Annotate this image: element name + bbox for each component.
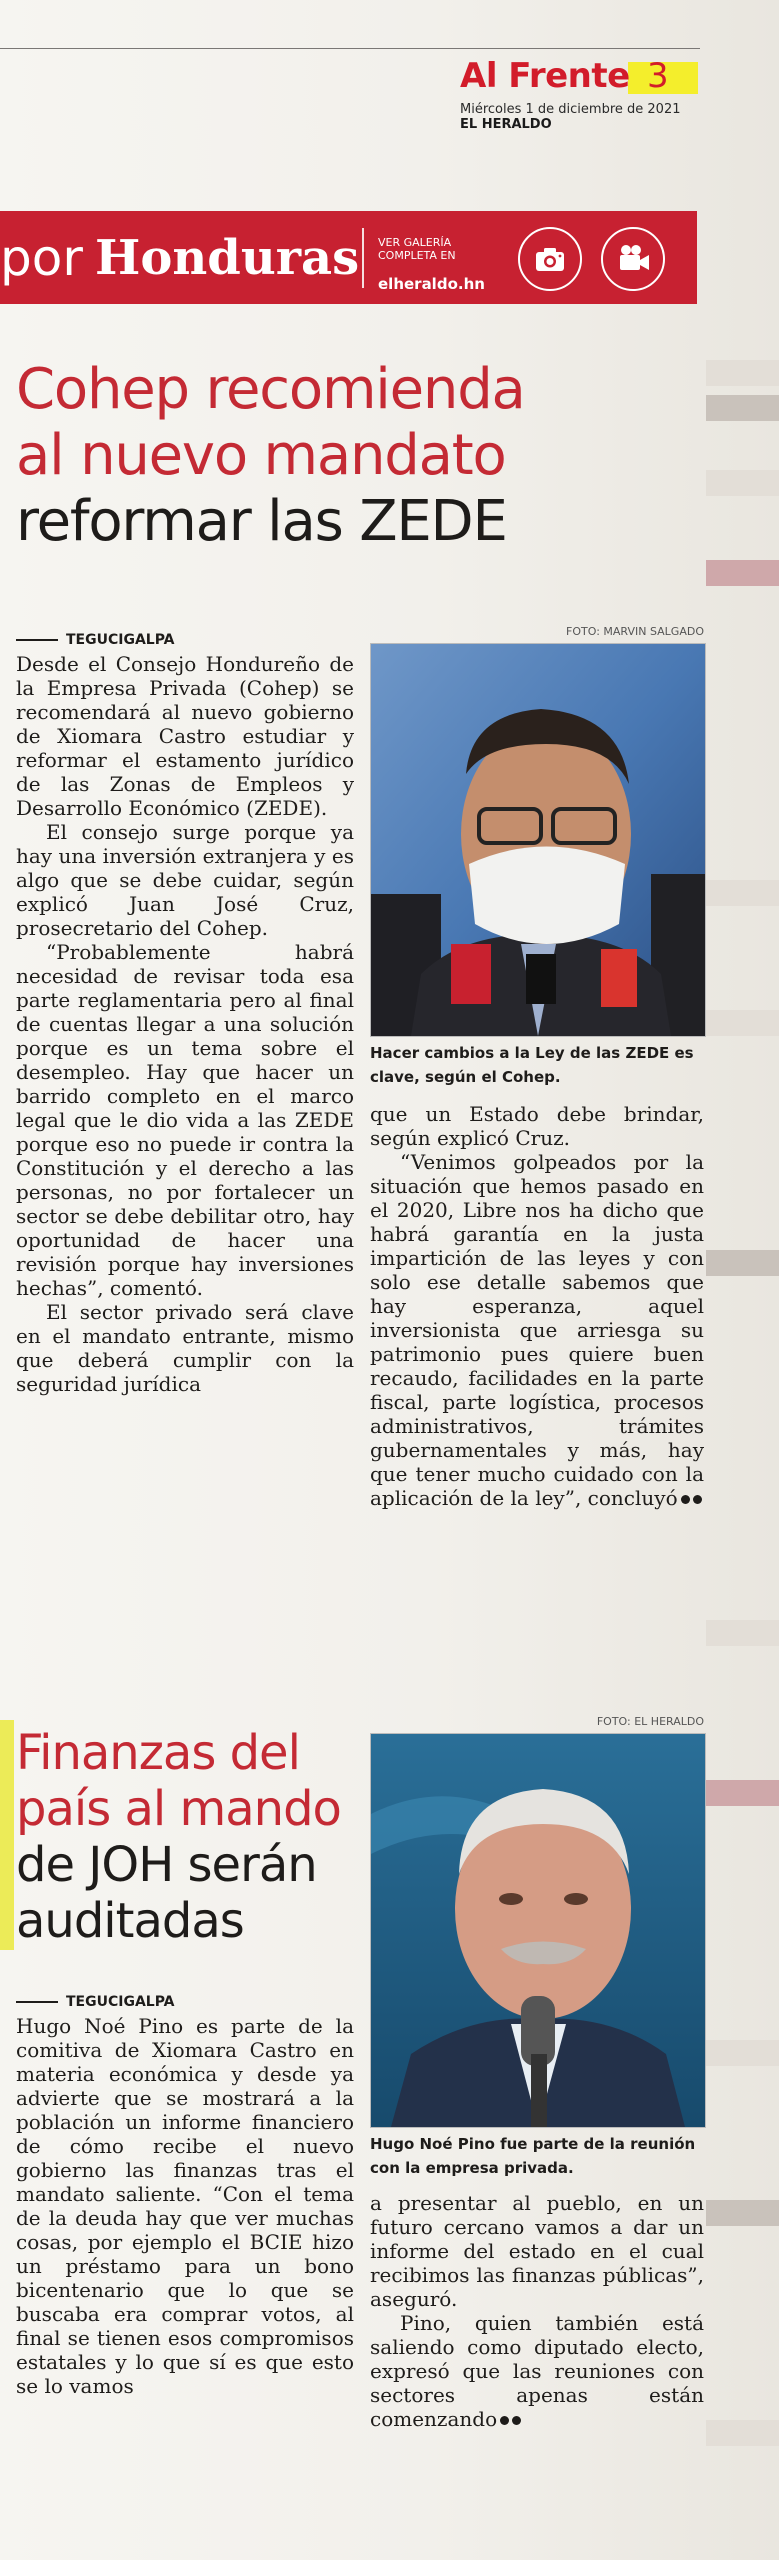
article1-paragraph: “Venimos golpeados por la situación que hemos pasado en el 2020, Libre nos ha dicho que habrá garantía en la justa impartición de las leyes y con solo ese detalle sabemos que hay esperanza, aquel inversionista que arriesga su patrimonio pues quiere buen recaudo, facilidades en la parte fiscal, parte logística, procesos administrativos, trámites gubernamentales y más, hay que tener mucho cuidado con la aplicación de la ley”, concluyó [370,1150,704,1510]
article1-paragraph: “Probablemente habrá necesidad de revisar toda esa parte reglamentaria pero al final de cuentas llegar a una solución porque es un tema sobre el desempleo. Hay que hacer un barrido completo en el marco legal que le dio vida a las ZEDE porque eso no puede ir contra la Constitución y el derecho a las personas, no por fortalecer un sector se debe debilitar otro, hay oportunidad de hacer una revisión porque hay inversiones hechas”, comentó. [16,940,354,1300]
article2-column1 [16,1990,354,2398]
highlighter-mark [0,1720,14,1950]
article2-location: TEGUCIGALPA [16,1990,354,2014]
article2-photo-credit: FOTO: EL HERALDO [596,1715,704,1728]
end-mark-icon [512,2416,521,2425]
article1-photo-credit: FOTO: MARVIN SALGADO [566,625,704,638]
article1-headline: Cohep recomienda al nuevo mandato reformar las ZEDE [16,357,525,554]
article1-location: TEGUCIGALPA [16,628,354,652]
gallery-site-link[interactable]: elheraldo.hn [378,275,485,293]
section-title: Al Frente 3 [460,56,710,96]
video-camera-icon [601,227,665,291]
banner-separator [362,228,364,288]
article1-paragraph: que un Estado debe brindar, según explicó Cruz. [370,1102,704,1150]
article2-paragraph: a presentar al pueblo, en un futuro cercano vamos a dar un informe del estado en el cual recibimos las finanzas públicas”, aseguró. [370,2191,704,2311]
article2-column2 [370,2191,704,2431]
newspaper-name: EL HERALDO [460,117,552,132]
top-rule [0,48,700,49]
article1-caption: Hacer cambios a la Ley de las ZEDE es clave, según el Cohep. [370,1044,694,1086]
article2-paragraph: Hugo Noé Pino es parte de la comitiva de Xiomara Castro en materia económica y desde ya advierte que se mostrará a la población un informe financiero de cómo recibe el nuevo gobierno las finanzas tras el mandato saliente. “Con el tema de la deuda hay que ver muchas cosas, por ejemplo el BCIE hizo un préstamo para un bono bicentenario que lo que se buscaba era comprar votos, al final se tienen esos compromisos estatales y lo que sí es que esto se lo vamos [16,2014,354,2398]
banner-prefix: por [0,229,83,287]
article2-photo [370,1733,706,2128]
article1-column1 [16,628,354,1396]
page-number: 3 [647,56,669,96]
article1-paragraph: El consejo surge porque ya hay una inversión extranjera y es algo que se debe cuidar, según explicó Juan José Cruz, prosecretario del Cohep. [16,820,354,940]
end-mark-icon [693,1495,702,1504]
article2-caption: Hugo Noé Pino fue parte de la reunión con la empresa privada. [370,2135,696,2177]
por-honduras-banner [0,211,697,304]
article1-paragraph: El sector privado será clave en el mandato entrante, mismo que deberá cumplir con la seguridad jurídica [16,1300,354,1396]
article2-paragraph: Pino, quien también está saliendo como diputado electo, expresó que las reuniones con sectores apenas están comenzando [370,2311,704,2431]
dateline: Miércoles 1 de diciembre de 2021 [460,102,681,117]
end-mark-icon [500,2416,509,2425]
article1-paragraph: Desde el Consejo Hondureño de la Empresa Privada (Cohep) se recomendará al nuevo gobierno de Xiomara Castro estudiar y reformar el estamento jurídico de las Zonas de Empleos y Desarrollo Económico (ZEDE). [16,652,354,820]
facing-page-bleed [706,0,779,2560]
article1-column2 [370,1102,704,1510]
gallery-text: VER GALERÍA COMPLETA EN [378,236,456,262]
camera-icon [518,227,582,291]
banner-title: Honduras [95,230,360,286]
end-mark-icon [681,1495,690,1504]
page-header [460,56,710,132]
article2-headline: Finanzas del país al mando de JOH serán auditadas [16,1725,341,1949]
article1-photo [370,643,706,1037]
